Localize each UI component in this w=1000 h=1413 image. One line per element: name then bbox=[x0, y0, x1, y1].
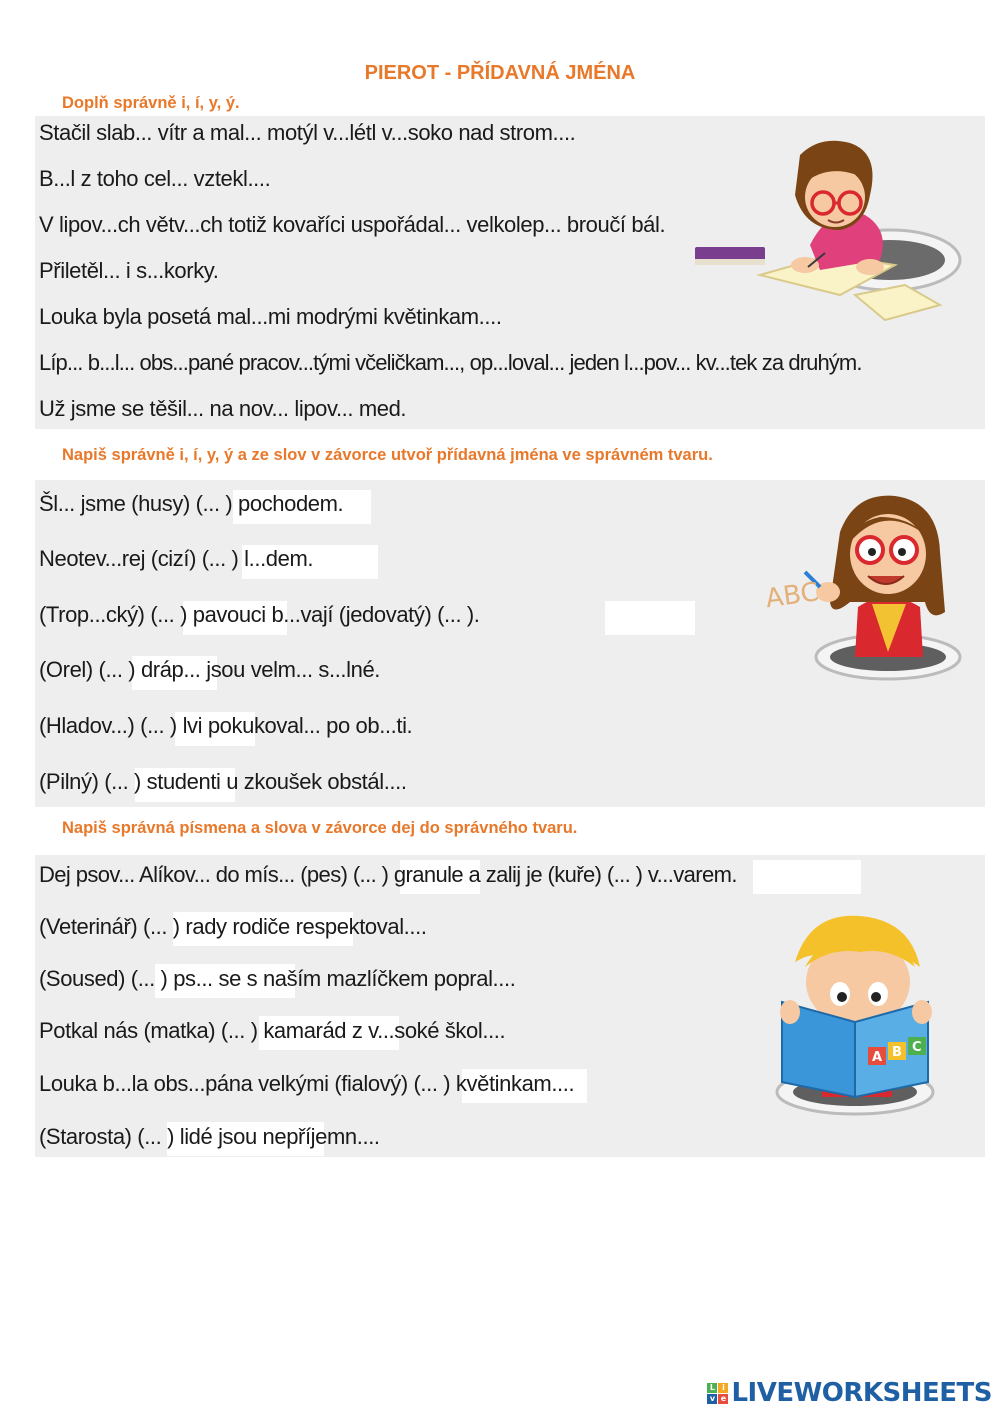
girl-reading-illustration bbox=[690, 135, 965, 335]
s1-line-5: Louka byla posetá mal...mi modrými květinkam.... bbox=[39, 304, 502, 329]
s1-line-2: B...l z toho cel... vztekl.... bbox=[39, 166, 271, 191]
s2-line-4: (Orel) (... ) dráp... jsou velm... s...lné. bbox=[39, 657, 380, 682]
s2-line-6: (Pilný) (... ) studenti u zkoušek obstál.... bbox=[39, 769, 407, 794]
s2-line-5: (Hladov...) (... ) lvi pokukoval... po ob...ti. bbox=[39, 713, 413, 738]
s2-line-2: Neotev...rej (cizí) (... ) l...dem. bbox=[39, 546, 314, 571]
liveworksheets-logo[interactable] bbox=[707, 1378, 992, 1408]
logo-mark-v: v bbox=[707, 1394, 717, 1404]
s2-line-1: Šl... jsme (husy) (... ) pochodem. bbox=[39, 491, 344, 516]
s1-line-4: Přiletěl... i s...korky. bbox=[39, 258, 219, 283]
logo-icon bbox=[707, 1383, 728, 1404]
s1-line-1: Stačil slab... vítr a mal... motýl v...létl v...soko nad strom.... bbox=[39, 120, 576, 145]
s3-line-3: (Soused) (... ) ps... se s naším mazlíčkem popral.... bbox=[39, 966, 516, 991]
logo-mark-l: L bbox=[707, 1383, 717, 1393]
s3-line-1: Dej psov... Alíkov... do mís... (pes) (... ) granule a zalij je (kuře) (... ) v...varem. bbox=[39, 862, 737, 887]
answer-field-4[interactable] bbox=[605, 601, 695, 635]
s3-line-5: Louka b...la obs...pána velkými (fialový) (... ) květinkam.... bbox=[39, 1071, 575, 1096]
girl-writing-abc-illustration bbox=[760, 492, 975, 682]
s3-line-6: (Starosta) (... ) lidé jsou nepříjemn.... bbox=[39, 1124, 380, 1149]
abc-text: ABC bbox=[763, 577, 821, 615]
block-a-text: A bbox=[872, 1050, 883, 1065]
block-b-text: B bbox=[892, 1045, 902, 1060]
logo-text: LIVEWORKSHEETS bbox=[731, 1378, 992, 1408]
s1-line-7: Už jsme se těšil... na nov... lipov... med. bbox=[39, 396, 407, 421]
s1-line-6: Líp... b...l... obs...pané pracov...tými včeličkam..., op...loval... jeden l...pov... kv...tek za druhým. bbox=[39, 350, 862, 375]
section1-instruction: Doplň správně i, í, y, ý. bbox=[62, 94, 240, 112]
section3-instruction: Napiš správná písmena a slova v závorce dej do správného tvaru. bbox=[62, 819, 578, 837]
logo-mark-i: i bbox=[718, 1383, 728, 1393]
s1-line-3: V lipov...ch větv...ch totiž kovaříci uspořádal... velkolep... broučí bál. bbox=[39, 212, 666, 237]
block-c-text: C bbox=[912, 1040, 922, 1055]
boy-reading-illustration bbox=[750, 912, 965, 1117]
page-title: PIEROT - PŘÍDAVNÁ JMÉNA bbox=[364, 62, 636, 84]
s2-line-3: (Trop...cký) (... ) pavouci b...vají (jedovatý) (... ). bbox=[39, 602, 480, 627]
section2-instruction: Napiš správně i, í, y, ý a ze slov v závorce utvoř přídavná jména ve správném tvaru. bbox=[62, 446, 713, 464]
s3-line-4: Potkal nás (matka) (... ) kamarád z v...soké škol.... bbox=[39, 1018, 506, 1043]
answer-field-9[interactable] bbox=[753, 860, 861, 894]
logo-mark-e: e bbox=[718, 1394, 728, 1404]
s3-line-2: (Veterinář) (... ) rady rodiče respektoval.... bbox=[39, 914, 427, 939]
